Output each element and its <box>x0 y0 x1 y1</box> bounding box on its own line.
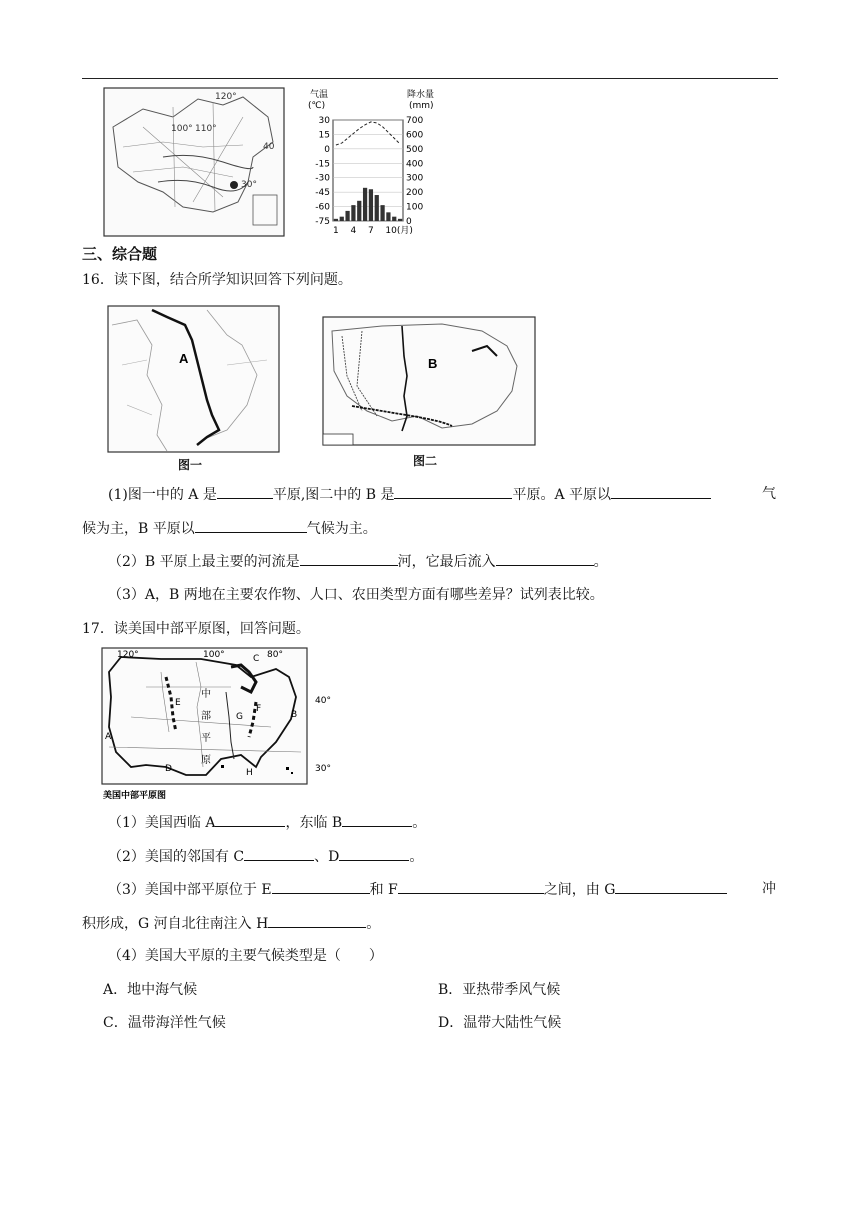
svg-text:110°: 110° <box>195 124 217 134</box>
section-title: 三、综合题 <box>82 245 158 263</box>
temp-tick-label: -45 <box>315 188 330 199</box>
map-letter-f: F <box>256 704 262 714</box>
header-rule <box>82 78 778 79</box>
figure-one-caption: 图一 <box>178 458 203 472</box>
precip-bar <box>340 217 344 221</box>
blank[interactable] <box>611 484 711 499</box>
q17-part3-line2: 积形成，G 河自北往南注入 H 。 <box>82 913 380 934</box>
temp-tick-label: 30 <box>318 116 330 126</box>
blank[interactable] <box>272 879 370 894</box>
blank[interactable] <box>300 551 398 566</box>
blank[interactable] <box>195 518 307 533</box>
precip-tick-label: 400 <box>406 159 424 170</box>
q16-stem: 16．读下图，结合所学知识回答下列问题。 <box>82 272 352 288</box>
map-center-char: 平 <box>201 733 211 744</box>
map-letter-h: H <box>246 768 253 778</box>
precip-bar <box>351 205 355 221</box>
svg-text:30°: 30° <box>241 180 257 190</box>
us-central-plain-map <box>101 647 333 805</box>
month-tick-label: 1 <box>333 226 339 236</box>
precip-bar <box>345 211 349 221</box>
climate-chart <box>305 86 455 242</box>
precip-bar <box>380 205 384 221</box>
label-b: B <box>428 356 438 371</box>
lon-label: 80° <box>267 650 283 660</box>
blank[interactable] <box>339 846 409 861</box>
temp-tick-label: 15 <box>318 130 330 141</box>
precip-bar <box>398 219 402 221</box>
location-marker <box>230 181 238 189</box>
blank[interactable] <box>615 879 727 894</box>
option-a[interactable]: A．地中海气候 <box>103 982 198 998</box>
precip-bar <box>357 201 361 221</box>
map-letter-a: A <box>105 732 112 742</box>
temp-tick-label: 0 <box>324 144 330 155</box>
precip-bar <box>363 188 367 221</box>
map-center-char: 部 <box>201 711 211 722</box>
month-tick-label: 7 <box>368 226 374 236</box>
blank[interactable] <box>398 879 544 894</box>
precip-tick-label: 600 <box>406 130 424 141</box>
svg-text:40: 40 <box>263 142 275 152</box>
blank[interactable] <box>394 484 512 499</box>
month-tick-label: 4 <box>350 226 357 236</box>
precip-tick-label: 700 <box>406 116 424 126</box>
blank[interactable] <box>342 812 412 827</box>
map-letter-b: B <box>291 710 298 720</box>
q17-part3-line1: （3）美国中部平原位于 E 和 F 之间，由 G <box>108 879 727 900</box>
temp-tick-label: -75 <box>315 217 330 227</box>
q17-part4: （4）美国大平原的主要气候类型是（ ） <box>108 948 383 964</box>
label-a: A <box>179 351 189 366</box>
blank[interactable] <box>244 846 314 861</box>
lat-label: 30° <box>315 764 331 774</box>
map-center-char: 原 <box>201 755 211 766</box>
figure-one-map <box>107 305 280 453</box>
precip-axis-unit: (mm) <box>409 101 434 111</box>
figure-two-map <box>322 316 536 446</box>
map-letter-c: C <box>253 654 260 664</box>
precip-tick-label: 300 <box>406 173 424 184</box>
precip-tick-label: 0 <box>406 217 412 227</box>
precip-axis-title: 降水量 <box>407 90 435 100</box>
precip-bar <box>375 195 379 221</box>
precip-tick-label: 500 <box>406 144 424 155</box>
q17-stem: 17．读美国中部平原图，回答问题。 <box>82 621 310 637</box>
svg-text:100°: 100° <box>171 124 193 134</box>
plot-frame <box>333 120 403 221</box>
map-letter-g: G <box>236 712 243 722</box>
q17-part1: （1）美国西临 A ，东临 B 。 <box>108 812 426 833</box>
temp-axis-unit: (℃) <box>308 101 326 111</box>
month-tick-label: 10(月) <box>385 226 413 236</box>
blank[interactable] <box>268 913 366 928</box>
option-b[interactable]: B．亚热带季风气候 <box>438 982 561 998</box>
q16-part3: （3）A，B 两地在主要农作物、人口、农田类型方面有哪些差异？试列表比较。 <box>108 587 604 603</box>
precip-bar <box>334 219 338 221</box>
figure-two-caption: 图二 <box>413 454 438 468</box>
precip-tick-label: 200 <box>406 188 424 199</box>
q16-part1-line1: (1)图一中的 A 是 平原,图二中的 B 是 平原。A 平原以 <box>108 484 711 505</box>
temp-tick-label: -60 <box>315 202 330 213</box>
q16-part1-tail: 气 <box>762 486 776 502</box>
precip-bar <box>386 212 390 221</box>
map-letter-e: E <box>175 698 181 708</box>
svg-text:120°: 120° <box>215 92 237 102</box>
precip-tick-label: 100 <box>406 202 424 213</box>
lat-label: 40° <box>315 696 331 706</box>
q17-part3-tail: 冲 <box>762 881 776 897</box>
blank[interactable] <box>215 812 285 827</box>
precip-bar <box>369 189 373 221</box>
map-caption: 美国中部平原图 <box>103 791 167 801</box>
map-letter-d: D <box>165 764 172 774</box>
option-d[interactable]: D．温带大陆性气候 <box>438 1015 562 1031</box>
temp-tick-label: -15 <box>315 159 330 170</box>
lon-label: 120° <box>117 650 139 660</box>
q16-part1-line2: 候为主，B 平原以 气候为主。 <box>82 518 377 539</box>
option-c[interactable]: C．温带海洋性气候 <box>103 1015 226 1031</box>
blank[interactable] <box>217 484 273 499</box>
q16-part2: （2）B 平原上最主要的河流是 河，它最后流入 。 <box>108 551 608 572</box>
temp-tick-label: -30 <box>315 173 330 184</box>
blank[interactable] <box>496 551 594 566</box>
precip-bar <box>392 217 396 221</box>
temp-line <box>336 122 400 145</box>
china-map-figure <box>103 87 285 237</box>
q17-part2: （2）美国的邻国有 C 、D 。 <box>108 846 423 867</box>
temp-axis-title: 气温 <box>310 90 329 100</box>
lon-label: 100° <box>203 650 225 660</box>
map-center-char: 中 <box>201 689 211 700</box>
